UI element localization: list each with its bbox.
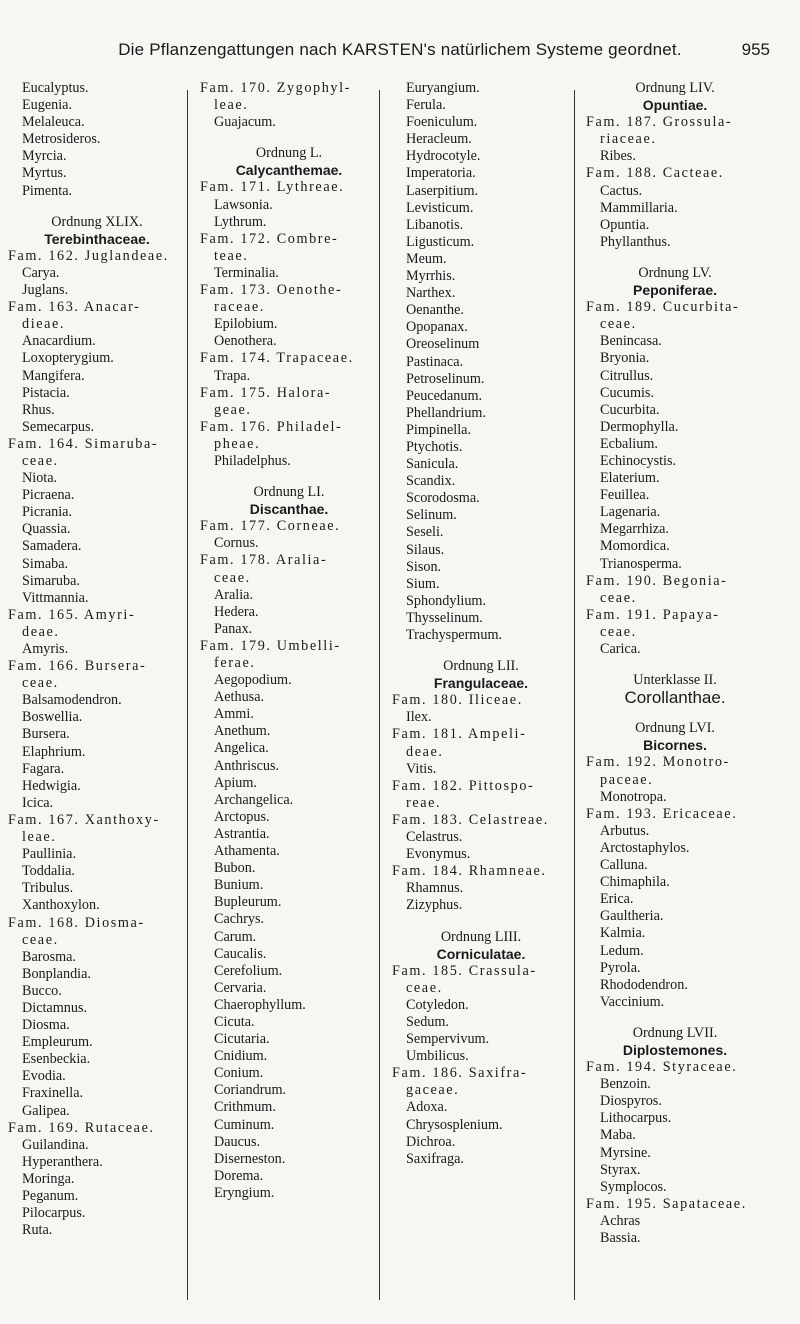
genus-entry: Vaccinium. [600,993,665,1010]
genus-entry: Pimenta. [22,182,73,199]
genus-entry: Anethum. [214,723,271,740]
genus-entry: Libanotis. [406,216,464,233]
genus-entry: Rhamnus. [406,880,464,897]
family-entry: Fam. 190. Begonia- [586,572,728,589]
genus-entry: Chrysosplenium. [406,1116,503,1133]
genus-entry: Levisticum. [406,199,474,216]
family-entry-continued: dieae. [22,316,66,333]
genus-entry: Eryngium. [214,1184,275,1201]
family-entry: Fam. 166. Bursera- [8,658,147,675]
genus-entry: Sedum. [406,1013,449,1030]
genus-entry: Zizyphus. [406,897,463,914]
genus-entry: Momordica. [600,538,670,555]
family-entry: Fam. 186. Saxifra- [392,1065,528,1082]
genus-entry: Ferula. [406,97,446,114]
genus-entry: Diserneston. [214,1150,286,1167]
family-entry-continued: leae. [22,829,57,846]
genus-entry: Cervaria. [214,979,267,996]
genus-entry: Laserpitium. [406,182,479,199]
genus-entry: Arctostaphylos. [600,839,690,856]
genus-entry: Silaus. [406,541,445,558]
genus-entry: Myrrhis. [406,268,456,285]
genus-entry: Carica. [600,641,641,657]
genus-entry: Philadelphus. [214,452,291,469]
genus-entry: Erica. [600,891,634,908]
genus-entry: Esenbeckia. [22,1051,91,1068]
genus-entry: Myrsine. [600,1144,651,1161]
genus-entry: Ecbalium. [600,435,658,452]
family-entry: Fam. 181. Ampeli- [392,726,527,743]
genus-entry: Thysselinum. [406,609,483,626]
family-entry-continued: ceae. [600,316,637,333]
family-entry: Fam. 171. Lythreae. [200,179,345,196]
genus-entry: Eugenia. [22,97,73,114]
family-entry-continued: geae. [214,401,252,418]
genus-entry: Guilandina. [22,1136,89,1153]
family-entry-continued: ceae. [406,979,443,996]
genus-entry: Dorema. [214,1167,264,1184]
genus-entry: Dictamnus. [22,999,88,1016]
family-entry: Fam. 183. Celastreae. [392,811,549,828]
family-entry: Fam. 167. Xanthoxy- [8,811,160,828]
genus-entry: Ribes. [600,148,636,165]
family-entry-continued: ceae. [22,452,59,469]
genus-entry: Lithocarpus. [600,1110,672,1127]
order-name: Diplostemones. [622,1041,728,1058]
family-entry: Fam. 165. Amyri- [8,606,136,623]
genus-entry: Quassia. [22,521,71,538]
family-entry-continued: riaceae. [600,131,657,148]
family-entry-continued: deae. [406,743,444,760]
genus-entry: Opuntia. [600,216,650,233]
genus-entry: Vittmannia. [22,589,89,606]
genus-entry: Bryonia. [600,350,650,367]
genus-entry: Cachrys. [214,911,265,928]
genus-entry: Fagara. [22,760,65,777]
family-entry: Fam. 178. Aralia- [200,552,328,569]
family-entry: Fam. 175. Halora- [200,384,332,401]
genus-entry: Rhus. [22,401,55,418]
order-label: Ordnung LI. [253,484,325,501]
genus-entry: Benincasa. [600,333,662,350]
genus-entry: Seseli. [406,524,444,541]
genus-entry: Phyllanthus. [600,233,671,250]
genus-entry: Juglans. [22,282,69,299]
genus-entry: Euryangium. [406,80,480,96]
order-name: Corniculatae. [436,945,526,962]
genus-entry: Selinum. [406,507,457,524]
family-entry-continued: ceae. [22,675,59,692]
genus-entry: Semecarpus. [22,418,95,435]
genus-entry: Tribulus. [22,880,74,897]
genus-entry: Bursera. [22,726,70,743]
genus-entry: Heracleum. [406,131,472,148]
genus-entry: Sempervivum. [406,1031,490,1048]
genus-entry: Samadera. [22,538,82,555]
genus-entry: Crithmum. [214,1099,276,1116]
genus-entry: Chimaphila. [600,874,670,891]
family-entry: Fam. 188. Cacteae. [586,165,724,182]
genus-entry: Moringa. [22,1170,75,1187]
genus-entry: Elaterium. [600,470,660,487]
genus-entry: Maba. [600,1127,636,1144]
genus-entry: Arbutus. [600,822,650,839]
genus-entry: Bucco. [22,982,62,999]
genus-entry: Dermophylla. [600,418,679,435]
order-label: Ordnung LIII. [440,928,522,945]
genus-entry: Archangelica. [214,791,294,808]
genus-entry: Bonplandia. [22,965,91,982]
genus-entry: Pilocarpus. [22,1205,86,1222]
genus-entry: Phellandrium. [406,404,486,421]
text-column-2 [196,80,382,1202]
genus-entry: Boswellia. [22,709,83,726]
genus-entry: Celastrus. [406,829,463,846]
genus-entry: Caucalis. [214,945,267,962]
genus-entry: Foeniculum. [406,114,478,131]
genus-entry: Benzoin. [600,1076,651,1093]
family-entry-continued: raceae. [214,299,265,316]
genus-entry: Hydrocotyle. [406,148,481,165]
genus-entry: Xanthoxylon. [22,897,100,914]
order-name: Calycanthemae. [235,162,343,179]
family-entry: Fam. 170. Zygophyl- [200,80,351,96]
genus-entry: Vitis. [406,760,437,777]
genus-entry: Terminalia. [214,264,279,281]
genus-entry: Arctopus. [214,808,270,825]
genus-entry: Gaultheria. [600,908,664,925]
genus-entry: Scandix. [406,473,456,490]
genus-entry: Paullinia. [22,846,76,863]
genus-entry: Guajacum. [214,114,276,131]
genus-entry: Bunium. [214,877,264,894]
genus-entry: Mammillaria. [600,199,678,216]
genus-entry: Petroselinum. [406,370,485,387]
genus-entry: Mangifera. [22,367,85,384]
order-label: Ordnung LII. [443,658,519,675]
genus-entry: Rhododendron. [600,976,688,993]
order-name: Frangulaceae. [433,675,529,692]
genus-entry: Bupleurum. [214,894,282,911]
genus-entry: Apium. [214,774,257,791]
genus-entry: Simaba. [22,555,69,572]
family-entry: Fam. 164. Simaruba- [8,435,159,452]
genus-entry: Carum. [214,928,257,945]
genus-entry: Anacardium. [22,333,96,350]
genus-entry: Echinocystis. [600,452,677,469]
column-rule [574,90,575,1300]
genus-entry: Evonymus. [406,846,471,863]
genus-entry: Pastinaca. [406,353,464,370]
genus-entry: Eucalyptus. [22,80,89,96]
family-entry: Fam. 193. Ericaceae. [586,805,738,822]
genus-entry: Hedwigia. [22,777,81,794]
genus-entry: Conium. [214,1065,264,1082]
genus-entry: Ledum. [600,942,644,959]
family-entry: Fam. 185. Crassula- [392,962,537,979]
family-entry-continued: leae. [214,97,249,114]
genus-entry: Bubon. [214,860,256,877]
family-entry-continued: paceae. [600,771,654,788]
order-label: Ordnung XLIX. [51,213,143,230]
running-title: Die Pflanzengattungen nach KARSTEN's natürlichem Systeme geordnet. [118,40,682,59]
genus-entry: Athamenta. [214,843,280,860]
family-entry-continued: gaceae. [406,1082,460,1099]
genus-entry: Sanicula. [406,456,459,473]
genus-entry: Fraxinella. [22,1085,84,1102]
genus-entry: Trianosperma. [600,555,682,572]
family-entry: Fam. 195. Sapataceae. [586,1195,747,1212]
page-number: 955 [741,40,770,59]
genus-entry: Pimpinella. [406,421,472,438]
genus-entry: Calluna. [600,857,648,874]
genus-entry: Feuillea. [600,487,650,504]
genus-entry: Angelica. [214,740,269,757]
genus-entry: Pyrola. [600,959,641,976]
family-entry: Fam. 168. Diosma- [8,914,145,931]
genus-entry: Sphondylium. [406,592,487,609]
genus-entry: Cerefolium. [214,962,283,979]
genus-entry: Sium. [406,575,440,592]
family-entry-continued: ceae. [600,623,637,640]
genus-entry: Cornus. [214,535,259,552]
family-entry: Fam. 173. Oenothe- [200,282,343,299]
genus-entry: Kalmia. [600,925,646,942]
genus-entry: Ilex. [406,709,432,726]
genus-entry: Oenothera. [214,333,277,350]
family-entry: Fam. 176. Philadel- [200,418,343,435]
order-label: Ordnung LVII. [632,1024,718,1041]
text-column-4 [582,80,768,1247]
family-entry: Fam. 194. Styraceae. [586,1059,738,1076]
genus-entry: Cotyledon. [406,996,469,1013]
family-entry-continued: ferae. [214,655,256,671]
genus-entry: Ammi. [214,706,254,723]
genus-entry: Elaphrium. [22,743,86,760]
subclass-name: Corollanthae. [624,689,726,707]
genus-entry: Pistacia. [22,384,70,401]
genus-entry: Lagenaria. [600,504,661,521]
order-label: Ordnung LIV. [635,80,715,96]
genus-entry: Peganum. [22,1188,79,1204]
family-entry: Fam. 172. Combre- [200,230,339,247]
family-entry-continued: ceae. [600,589,637,606]
genus-entry: Evodia. [22,1068,66,1085]
family-entry: Fam. 179. Umbelli- [200,637,341,654]
order-label: Ordnung LV. [638,264,712,281]
text-column-1 [4,80,190,1239]
genus-entry: Saxifraga. [406,1150,464,1167]
genus-entry: Monotropa. [600,788,667,805]
order-name: Peponiferae. [632,282,718,299]
order-name: Discanthae. [249,501,329,518]
family-entry-continued: deae. [22,623,60,640]
subclass-label: Unterklasse II. [633,672,717,689]
genus-entry: Diospyros. [600,1093,662,1110]
family-entry-continued: teae. [214,247,249,264]
genus-entry: Galipea. [22,1102,70,1119]
genus-entry: Narthex. [406,285,456,302]
family-entry: Fam. 180. Iliceae. [392,692,523,709]
genus-entry: Peucedanum. [406,387,483,404]
genus-entry: Cucumis. [600,384,654,401]
family-entry-continued: ceae. [22,931,59,948]
genus-entry: Amyris. [22,641,69,657]
family-entry: Fam. 169. Rutaceae. [8,1119,155,1136]
genus-entry: Ligusticum. [406,233,475,250]
genus-entry: Loxopterygium. [22,350,114,367]
family-entry-continued: reae. [406,794,442,811]
genus-entry: Scorodosma. [406,490,480,507]
genus-entry: Coriandrum. [214,1082,287,1099]
order-name: Opuntiae. [642,97,708,114]
genus-entry: Astrantia. [214,825,270,842]
genus-entry: Myrtus. [22,165,67,182]
genus-entry: Oreoselinum [406,336,480,353]
genus-entry: Cicutaria. [214,1031,270,1048]
genus-entry: Achras [600,1212,641,1229]
genus-entry: Diosma. [22,1017,70,1034]
genus-entry: Niota. [22,470,58,487]
page-header [30,40,770,68]
genus-entry: Trapa. [214,367,251,384]
genus-entry: Anthriscus. [214,757,280,774]
family-entry: Fam. 163. Anacar- [8,299,141,316]
genus-entry: Megarrhiza. [600,521,669,538]
genus-entry: Myrcia. [22,148,67,165]
genus-entry: Daucus. [214,1133,261,1150]
order-name: Bicornes. [643,737,707,754]
genus-entry: Aralia. [214,586,253,603]
order-label: Ordnung L. [255,145,323,162]
genus-entry: Chaerophyllum. [214,996,306,1013]
genus-entry: Lawsonia. [214,196,273,213]
genus-entry: Lythrum. [214,213,267,230]
genus-entry: Meum. [406,250,447,267]
genus-entry: Panax. [214,620,253,637]
genus-entry: Carya. [22,264,60,281]
genus-entry: Dichroa. [406,1133,456,1150]
genus-entry: Toddalia. [22,863,75,880]
genus-entry: Metrosideros. [22,131,101,148]
genus-entry: Hedera. [214,603,259,620]
genus-entry: Styrax. [600,1161,641,1178]
genus-entry: Aegopodium. [214,672,292,689]
genus-entry: Picraena. [22,487,75,504]
genus-entry: Sison. [406,558,442,575]
genus-entry: Cuminum. [214,1116,275,1133]
genus-entry: Cactus. [600,182,643,199]
genus-entry: Picrania. [22,504,73,521]
genus-entry: Barosma. [22,948,76,965]
genus-entry: Icica. [22,794,54,811]
family-entry: Fam. 174. Trapaceae. [200,350,354,367]
family-entry-continued: ceae. [214,569,251,586]
order-label: Ordnung LVI. [635,720,715,737]
family-entry: Fam. 191. Papaya- [586,606,720,623]
genus-entry: Imperatoria. [406,165,476,182]
genus-entry: Opopanax. [406,319,468,336]
genus-entry: Bassia. [600,1230,641,1246]
genus-entry: Cicuta. [214,1013,255,1030]
genus-entry: Balsamodendron. [22,692,122,709]
family-entry: Fam. 182. Pittospo- [392,777,535,794]
genus-entry: Ptychotis. [406,438,463,455]
family-entry: Fam. 192. Monotro- [586,754,730,771]
family-entry: Fam. 189. Cucurbita- [586,299,740,316]
genus-entry: Melaleuca. [22,114,85,131]
genus-entry: Oenanthe. [406,302,464,319]
family-entry: Fam. 162. Juglandeae. [8,247,169,264]
genus-entry: Cucurbita. [600,401,660,418]
family-entry: Fam. 184. Rhamneae. [392,863,547,880]
genus-entry: Simaruba. [22,572,80,589]
genus-entry: Aethusa. [214,689,265,706]
text-column-3 [388,80,574,1168]
genus-entry: Cnidium. [214,1048,268,1065]
genus-entry: Ruta. [22,1222,53,1239]
genus-entry: Citrullus. [600,367,654,384]
genus-entry: Umbilicus. [406,1048,469,1065]
genus-entry: Adoxa. [406,1099,448,1116]
genus-entry: Epilobium. [214,316,278,333]
genus-entry: Symplocos. [600,1178,667,1195]
genus-entry: Empleurum. [22,1034,93,1051]
family-entry: Fam. 187. Grossula- [586,114,733,131]
family-entry-continued: pheae. [214,435,261,452]
genus-entry: Trachyspermum. [406,627,503,643]
family-entry: Fam. 177. Corneae. [200,518,341,535]
order-name: Terebinthaceae. [44,230,150,247]
genus-entry: Hyperanthera. [22,1153,103,1170]
